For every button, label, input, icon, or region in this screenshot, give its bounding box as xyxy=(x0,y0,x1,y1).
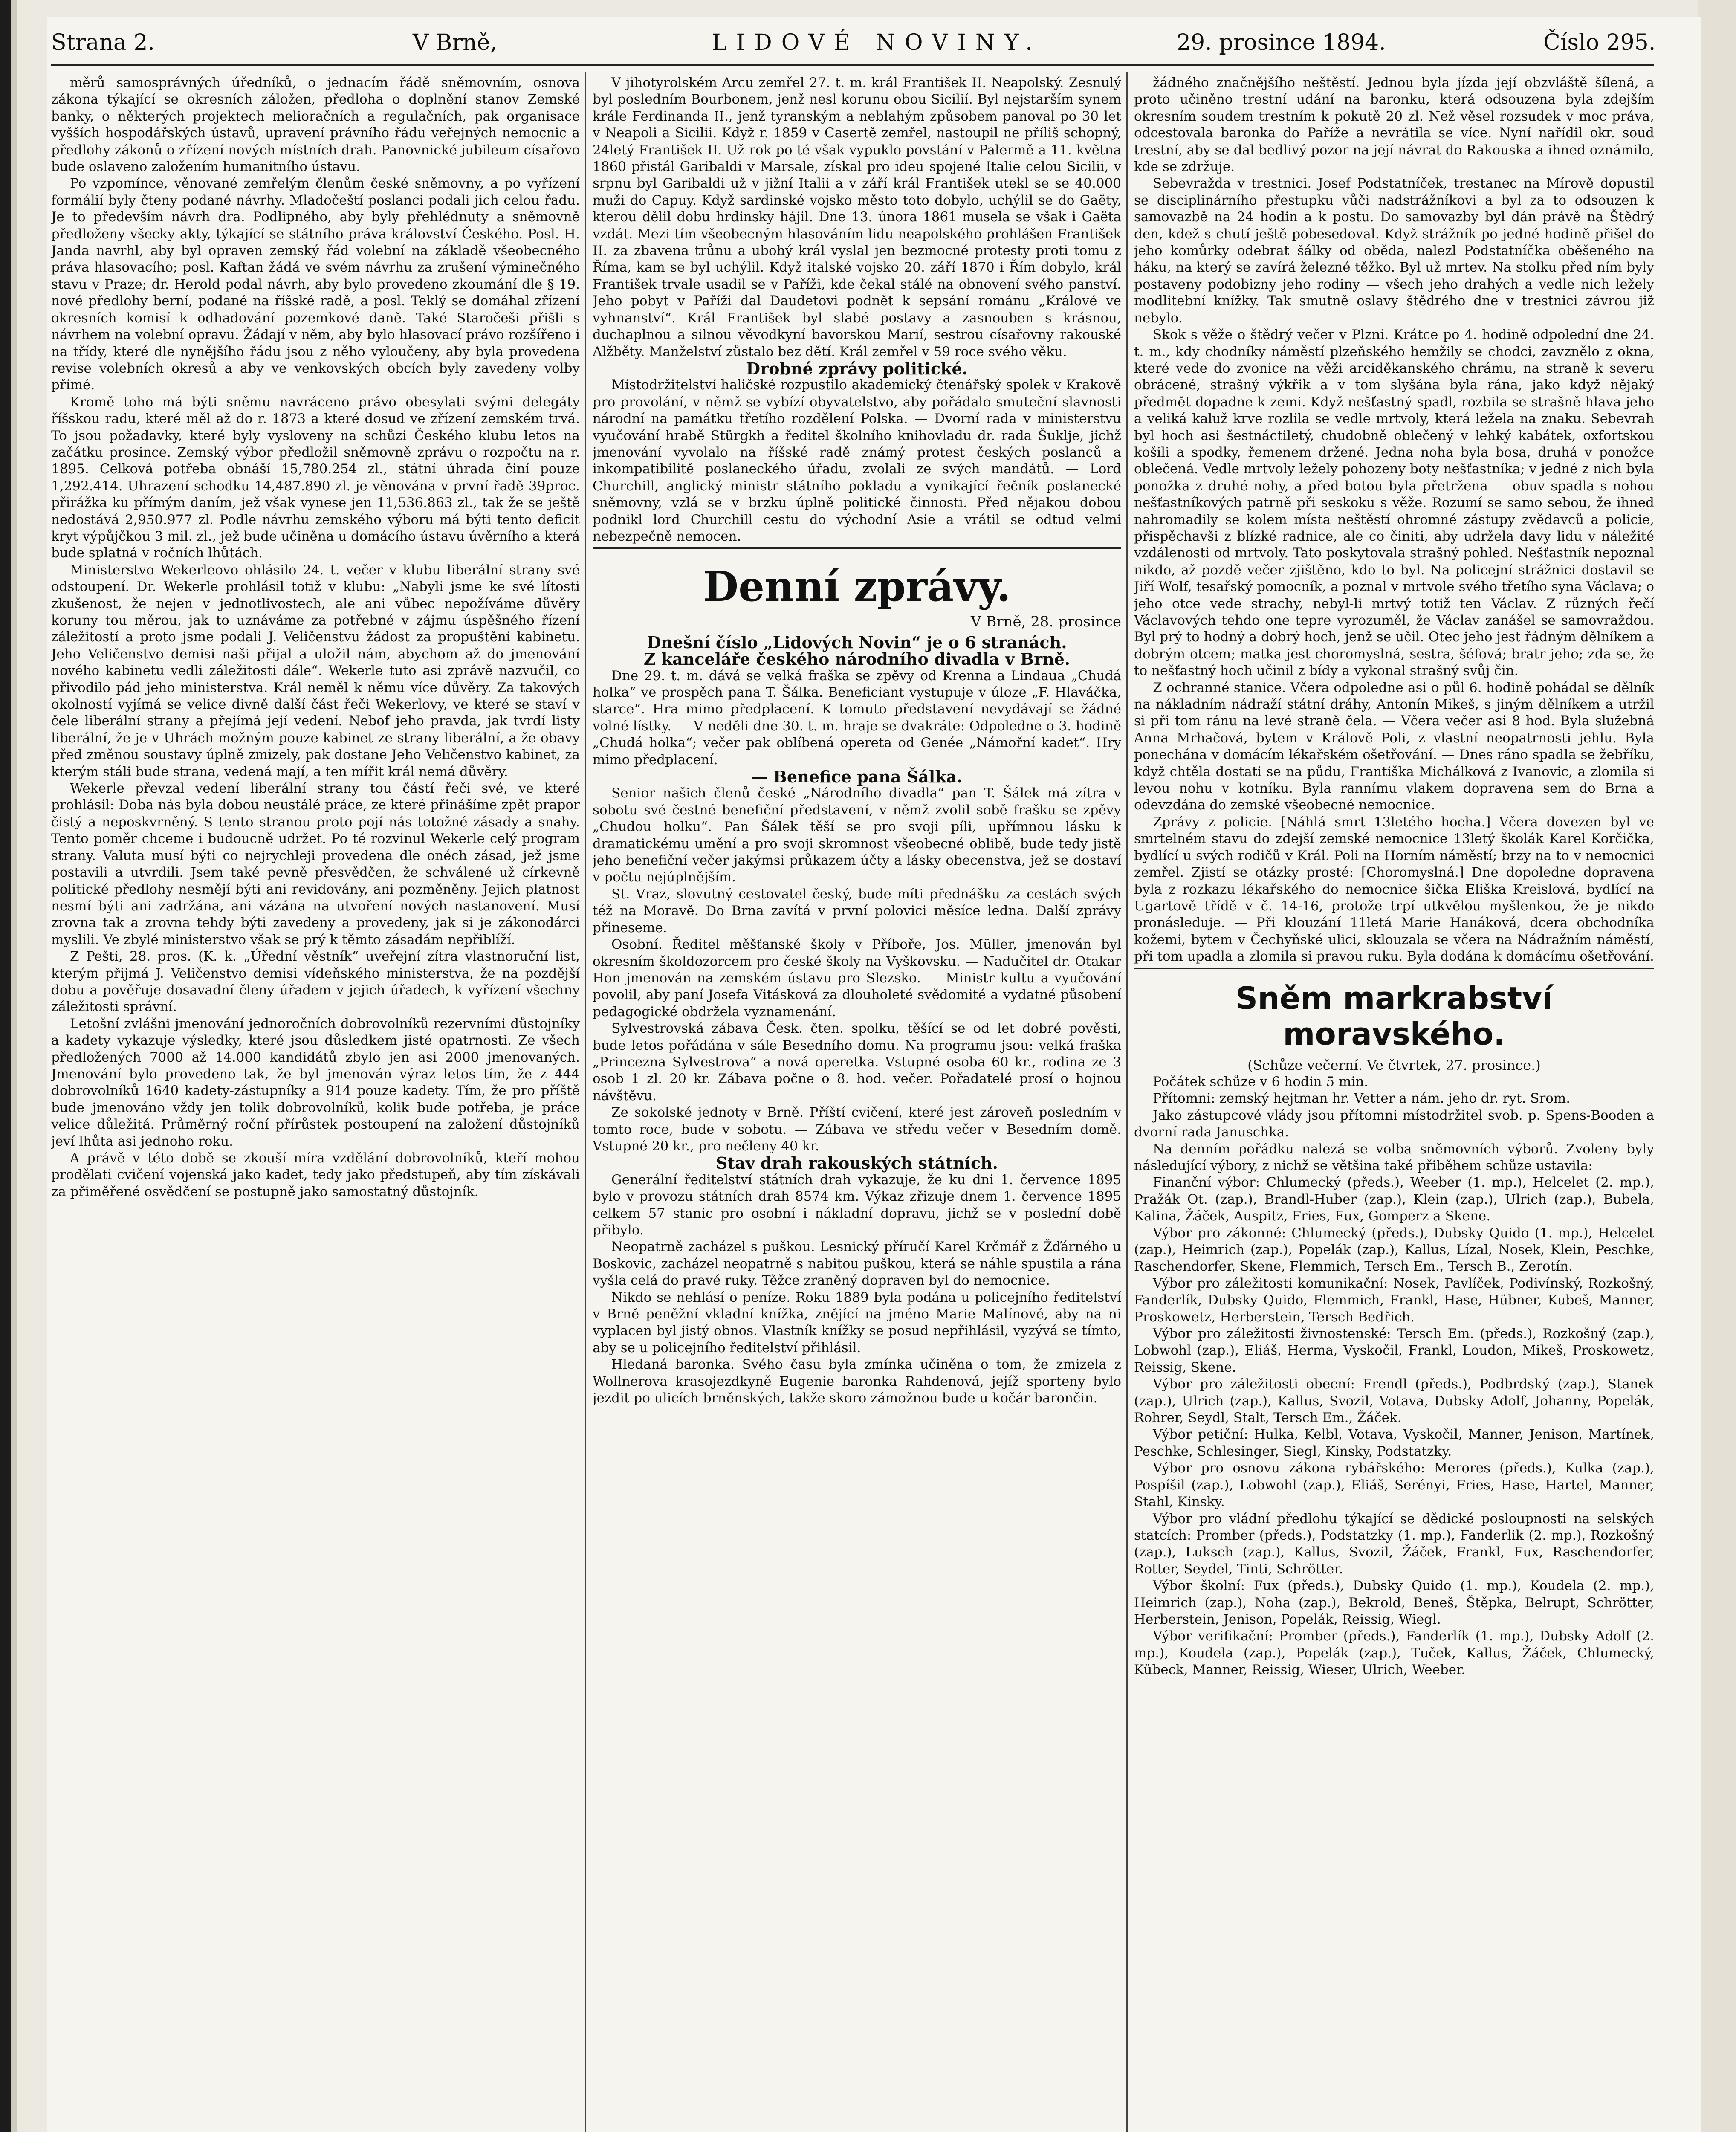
committee-list: Výbor pro vládní předlohu týkající se dědické posloupnosti na selských statcích: Promber (předs.), Podstatzky (1. mp.), Fanderlik (2. mp.), Rozkošný (zap.), Luksch (zap.), Kallus, Svozil, Žáček, Frankl, Fux, Raschendorfer, Rotter, Seydel, Tinti, Schrötter. xyxy=(1134,1511,1654,1577)
article-paragraph: Nikdo se nehlásí o peníze. Roku 1889 byla podána u policejního ředitelství v Brně peněžní vkladní knížka, znějící na jméno Marie Malínové, aby na ni vyplacen byl jistý obnos. Vlastník knížky se posud nepřihlásil, vyzývá se tímto, aby se u policejního ředitelství přihlásil. xyxy=(593,1289,1121,1356)
daily-news-heading: Denní zprávy. xyxy=(703,562,1011,611)
article-paragraph: Počátek schůze v 6 hodin 5 min. xyxy=(1153,1074,1369,1089)
committee-list: Výbor pro záležitosti živnostenské: Tersch Em. (předs.), Rozkošný (zap.), Lobwohl (zap.), Eliáš, Herma, Vyskočil, Frankl, Loudon, Mikeš, Proskowetz, Reissig, Skene. xyxy=(1134,1326,1654,1375)
article-paragraph: žádného značnějšího neštěstí. Jednou byla jízda její obzvláště šílená, a proto učiněno trestní udání na baronku, která odsouzena byla zdejším okresním soudem trestním k pokutě 20 zl. Než věsel rozsudek v moc práva, odcestovala baronka do Paříže a nevrátila se více. Nyní nařídil okr. soud trestní, aby se dal bedlivý pozor na její návrat do Rakouska a ihned oznámilo, kde se zdržuje. xyxy=(1134,75,1654,175)
article-paragraph: Letošní zvlášni jmenování jednoročních dobrovolníků rezervními důstojníky a kadety vykazuje výsledky, které jsou důsledkem jisté opatrnosti. Ze všech předložených 7000 až 14.000 kandidátů zbylo jen asi 2000 jmenovaných. Jmenování bylo provedeno tak, že byl jmenován výraz letos tím, že z 444 dobrovolníků 1640 kadety-zástupníky a 914 pouze kadety. Tím, že pro příště bude jmenováno vždy jen tolik dobrovolníků, kolik bude potřeba, je práce velice důležitá. Průměrný roční přírůstek postoupení na založení důstojníků jeví lhůta asi jednoho roku. xyxy=(51,1016,580,1149)
section-heading: Stav drah rakouských státních. xyxy=(716,1153,998,1173)
article-paragraph: Senior našich členů české „Národního divadla“ pan T. Šálek má zítra v sobotu své čestné benefiční představení, v němž zvolil sobě frašku se zpěvy „Chudou holku“. Pan Šálek těší se pro svoji píli, upřímnou lásku k dramatickému umění a pro svoji skromnost všeobecné oblibě, bude tedy jistě jeho benefiční večer jakýmsi průkazem účty a lásky obecenstva, jež se dostaví v počtu nejúplnějším. xyxy=(593,785,1121,885)
scan-left-margin xyxy=(11,0,17,2132)
article-paragraph: St. Vraz, slovutný cestovatel český, bude míti přednášku za cestách svých též na Moravě. Do Brna zavítá v první polovici měsíce ledna. Další zprávy přineseme. xyxy=(593,886,1121,936)
article-paragraph: Zprávy z policie. [Náhlá smrt 13letého hocha.] Včera dovezen byl ve smrtelném stavu do zdejší zemské nemocnice 13letý školák Karel Korčička, bydlící u svých rodičů v Král. Poli na Horním náměstí; brzy na to v nemocnici zemřel. Zjistí se otázky prosté: [Choromyslná.] Dne dopoledne dopravena byla z rozkazu lékařského do nemocnice šička Eliška Kreislová, bydlící na Ugartově třídě v č. 14-16, protože trpí utkvělou myšlenkou, že je nikdo pronásleduje. — Při klouzání 11letá Marie Hanáková, dcera obchodníka kožemi, bytem v Čechyňské ulici, sklouzala se včera na Nádražním náměstí, při tom upadla a zlomila si pravou ruku. Byla dodána k domácímu ošetřování. xyxy=(1134,814,1654,965)
page-number: Strana 2. xyxy=(51,30,155,55)
section-heading: Z kanceláře českého národního divadla v Brně. xyxy=(643,649,1071,669)
page-header xyxy=(51,26,1654,64)
committee-list: Výbor verifikační: Promber (předs.), Fanderlík (1. mp.), Dubsky Adolf (2. mp.), Koudela (zap.), Popelák (zap.), Tuček, Kallus, Žáček, Chlumecký, Kübeck, Manner, Reissig, Wieser, Ulrich, Weeber. xyxy=(1134,1628,1654,1678)
scan-right-edge xyxy=(1698,0,1736,2132)
column-1 xyxy=(51,75,580,2132)
article-paragraph: Z Pešti, 28. pros. (K. k. „Úřední věstník“ uveřejní zítra vlastnoruční list, kterým přijmá J. Veličenstvo demisi vídeňského ministerstva, že na pozdější dobu a pověřuje dosavadní členy úřadem v jejich úřadech, k vyřízení všechny záležitosti správní. xyxy=(51,949,580,1015)
header-rule xyxy=(51,64,1654,66)
article-paragraph: Hledaná baronka. Svého času byla zmínka učiněna o tom, že zmizela z Wollnerova krasojezdkyně Eugenie baronka Rahdenová, jejíž sporteny bylo jezdit po ulicích brněnských, takže skoro zámožnou bude u kočár barončin. xyxy=(593,1357,1121,1406)
article-paragraph: Po vzpomínce, věnované zemřelým členům české sněmovny, a po vyřízení formálií byly čteny podané návrhy. Mladočeští poslanci podali jich celou řadu. Je to především návrh dra. Podlipného, aby byly přehlédnuty a sněmovně předloženy všecky akty, týkající se státního práva království Českého. Posl. H. Janda navrhl, aby byl opraven zemský řád volební na základě všeobecného práva hlasovacího; posl. Kaftan žádá ve svém návrhu za zrušení výminečného stavu v Praze; dr. Herold podal návrh, aby bylo provedeno zkoumání dle § 19. nové předlohy berní, podané na říšské radě, a posl. Teklý se domáhal zřízení okresních komisí k odhadování pozemkové daně. Také Staročeši přišli s návrhem na volební opravu. Žádají v něm, aby bylo hlasovací právo rozšířeno i na třídy, které dle nynějšího řádu jsou z něho vyloučeny, aby byla provedena revise volebních okresů a aby ve venkovských obcích byly zavedeny volby přímé. xyxy=(51,176,580,393)
scan-left-edge xyxy=(0,0,11,2132)
dateline: V Brně, 28. prosince xyxy=(971,613,1121,631)
city-label: V Brně, xyxy=(413,30,497,55)
committee-list: Finanční výbor: Chlumecký (předs.), Weeber (1. mp.), Helcelet (2. mp.), Pražák Ot. (zap.), Brandl-Huber (zap.), Klein (zap.), Ulrich (zap.), Bubela, Kalina, Žáček, Auspitz, Fries, Fux, Gomperz a Skene. xyxy=(1134,1175,1654,1224)
section-rule xyxy=(593,547,1121,549)
article-paragraph: Wekerle převzal vedení liberální strany tou částí řeči své, ve které prohlásil: Doba nás byla dobou neustálé práce, ze které přinášíme zpět prapor čistý a neposkvrněný. S tento stranou proto pojí nás totožné zásady a snahy. Tento poměr chceme i budoucně udržet. Po té rozvinul Wekerle celý program strany. Valuta musí býti co nejrychleji provedena dle onéch zásad, jež jsme postavili a utvrdili. Jsem také pevně přesvědčen, že schválené už církevně politické předlohy nesmějí býti ani revidovány, ani pozměněny. Jejich platnost nesmí býti ani zadržána, ani vázána na utvoření nových nastanovení. Musí zrovna tak a zrovna tehdy býti zavedeny a provedeny, jak si je zákonodárci myslili. Ve zbylé ministerstvo však se prý k těmto zásadám nepřiblíží. xyxy=(51,781,580,947)
article-paragraph: Z ochranné stanice. Včera odpoledne asi o půl 6. hodině pohádal se dělník na nákladním nádraží státní dráhy, Antonín Mikeš, s jiným dělníkem a utržil si při tom ránu na levé straně čela. — Včera večer asi 8 hod. Byla služebná Anna Mrhačová, bytem v Králově Poli, z vlastní neopatrnosti jehlu. Byla ponechána v domácím lékařském ošetřování. — Dnes ráno spadla se žebříku, když chtěla dostati se na půdu, Františka Michálková z Ivanovic, a zlomila si levou nohu v kotníku. Byla rannímu vlakem dopravena sem do Brna a odevzdána do zemské všeobecné nemocnice. xyxy=(1134,680,1654,813)
article-paragraph: V jihotyrolském Arcu zemřel 27. t. m. král František II. Neapolský. Zesnulý byl posledním Bourbonem, jenž nesl korunu obou Sicilií. Byl nejstarším synem krále Ferdinanda II., jenž tyranským a neblahým způsobem panoval po 30 let v Neapoli a Sicilii. Když r. 1859 v Casertě zemřel, nastoupil ne příliš schopný, 24letý František II. Už rok po té však vypuklo povstání v Palermě a 11. května 1860 přistál Garibaldi v Marsale, získal pro ideu spojené Italie celou Sicilii, v srpnu byl Garibaldi už v jižní Italii a v září král František utekl se se 40.000 muži do Capuy. Když sardinské vojsko město toto dobylo, uchýlil se do Gaëty, kterou dělil dobu hrdinsky hájil. Dne 13. února 1861 musela se však i Gaëta vzdát. Mezi tím všeobecným hlasováním lidu neapolského prohlášen František II. za zbavena trůnu a ubohý král vyslal jen bezmocné protesty proti tomu z Říma, kam se byl uchýlil. Když italské vojsko 20. září 1870 i Řím dobylo, král František trvale usadil se v Paříži, kde čekal stálé na obnovení svého panství. Jeho pobyt v Paříži dal Daudetovi podnět k sepsání románu „Králové ve vyhnanství“. Král František byl slabé postavy a zasnouben s krásnou, duchaplnou a silnou věvodkyní bavorskou Marií, sestrou císařovny rakouské Alžběty. Manželství zůstalo bez dětí. Král zemřel v 59 roce svého věku. xyxy=(593,75,1121,359)
article-paragraph: Ministerstvo Wekerleovo ohlásilo 24. t. večer v klubu liberální strany své odstoupení. Dr. Wekerle prohlásil totiž v klubu: „Nabyli jsme ke své lítosti zkušenost, že nejen v jednotlivostech, ale ani vůbec nepožíváme důvěry koruny tou měrou, jak to uznáváme za potřebné v zájmu úspěšného řízení záležitostí a proto jsme podali J. Veličenstvu žádost za propuštění kabinetu. Jeho Veličenstvo demisi naši přijal a uložil nám, abychom až do jmenování nového kabinetu vedli záležitosti dále“. Wekerle tuto asi zprávě nazvučil, co přivodilo pád jeho ministerstva. Král neměl k němu více důvěry. Za takových okolností vyjímá se velice divně další část řeči Wekerlovy, ve které se staví v čele liberální strany a přejímá její vedení. Nebof jeho pravda, jak tvrdí listy liberální, že je v Uhrách možným pouze kabinet ze strany liberální, a že obavy před změnou soustavy úplně zmizely, pak dostane Jeho Veličenstvo kabinet, za kterým stáli bude strana, vedená mají, a ten mířit král nemá důvěry. xyxy=(51,562,580,779)
masthead-title: LIDOVÉ NOVINY. xyxy=(712,30,1042,55)
article-paragraph: A právě v této době se zkouší míra vzdělání dobrovolníků, kteří mohou prodělati cvičení vojenská jako kadet, tedy jako předstupeň, aby tím získávali za přiměřené osvědčení se postupně jako samostatný důstojník. xyxy=(51,1150,580,1199)
article-paragraph: Generální ředitelství státních drah vykazuje, že ku dni 1. července 1895 bylo v provozu státních drah 8574 km. Výkaz zřizuje dnem 1. července 1895 celkem 57 stanic pro osobní i nákladní dopravu, jichž se v poslední době přibylo. xyxy=(593,1172,1121,1238)
article-paragraph: Místodržitelství haličské rozpustilo akademický čtenářský spolek v Krakově pro provolání, v němž se vybízí obyvatelstvo, aby pořádalo smuteční slavnosti národní na památku třetího rozdělení Polska. — Dvorní rada v ministerstvu vyučování hrabě Stürgkh a ředitel školního knihovladu dr. rada Šuklje, jichž jmenování vyvolalo na říšské radě známý protest českých poslanců a inkompatibilitě poslaneckého úřadu, zvolali ze svých mandátů. — Lord Churchill, anglický ministr státního pokladu a vynikající řečník poslanecké sněmovny, vzlá se v brzku úplně politické činnosti. Před nějakou dobou podnikl lord Churchill cestu do východní Asie a vrátil se odtud velmi nebezpečně nemocen. xyxy=(593,377,1121,544)
committee-list: Výbor pro osnovu zákona rybářského: Merores (předs.), Kulka (zap.), Pospíšil (zap.), Lobwohl (zap.), Eliáš, Serényi, Fries, Hase, Hartel, Manner, Stahl, Kinsky. xyxy=(1134,1460,1654,1510)
issue-date: 29. prosince 1894. xyxy=(1177,30,1386,55)
column-3 xyxy=(1134,75,1654,2132)
committee-list: Výbor pro záležitosti obecní: Frendl (předs.), Podbrdský (zap.), Stanek (zap.), Ulrich (zap.), Kallus, Svozil, Votava, Dubsky Adolf, Johanny, Popelák, Rohrer, Seydl, Stalt, Tersch Em., Žáček. xyxy=(1134,1376,1654,1426)
column-divider xyxy=(1126,72,1128,2132)
section-rule xyxy=(1134,968,1654,969)
article-paragraph: Sebevražda v trestnici. Josef Podstatníček, trestanec na Mírově dopustil se disciplinárního přestupku vůči nadstrážníkovi a byl za to odsouzen k samovazbě na 24 hodin a k postu. Do samovazby byl dán právě na Štědrý den, kdež s chutí ještě pobesedoval. Když strážník po jedné hodině přišel do jeho komůrky odebrat šálky od oběda, nalezl Podstatníčka oběšeného na háku, na který se zavírá železné těžko. Byl už mrtev. Na stolku před ním byly postaveny podobizny jeho rodiny — všech jeho drahých a vedle nich ležely modlitební knížky. Tak smutně oslavy štědrého dne v trestnici závrou již nebylo. xyxy=(1134,176,1654,326)
issue-number: Číslo 295. xyxy=(1543,30,1656,55)
section-heading: — Benefice pana Šálka. xyxy=(751,767,963,787)
section-heading: Dnešní číslo „Lidových Novin“ je o 6 stranách. xyxy=(647,632,1067,652)
article-paragraph: měrů samosprávných úředníků, o jednacím řádě sněmovním, osnova zákona týkající se okresních záložen, předloha o doplnění stanov Zemské banky, o některých projektech melioračních a regulačních, pak organisace vyšších hospodářských ústavů, upravení právního řádu veřejných nemocnic a předlohy zákonů o zřízení nových místních drah. Panovnické jubileum císařovo bude oslaveno založením humanitního ústavu. xyxy=(51,75,580,175)
diet-heading: Sněm markrabství moravského. xyxy=(1235,980,1553,1052)
article-paragraph: Přítomni: zemský hejtman hr. Vetter a nám. jeho dr. ryt. Srom. xyxy=(1153,1091,1571,1107)
section-heading: Drobné zprávy politické. xyxy=(746,359,968,378)
column-divider xyxy=(585,72,586,2132)
article-paragraph: Osobní. Ředitel měšťanské školy v Příboře, Jos. Müller, jmenován byl okresním školdozorcem pro české školy na Vyškovsku. — Nadučitel dr. Otakar Hon jmenován na zemském ústavu pro Slezsko. — Ministr kultu a vyučování povolil, aby paní Josefa Vitásková za dlouholeté svědomité a vydatné působení pedagogické obdržela vyznamenání. xyxy=(593,937,1121,1020)
column-2 xyxy=(593,75,1121,2132)
article-paragraph: Kromě toho má býti sněmu navráceno právo obesylati svými delegáty říšskou radu, které měl až do r. 1873 a které dosud ve zřízení zemském trvá. To jsou požadavky, které byly vysloveny na schůzi Českého klubu letos na začátku prosince. Zemský výbor předložil sněmovně zprávu o rozpočtu na r. 1895. Celková potřeba obnáší 15,780.254 zl., státní úhrada činí pouze 1,292.414. Uhrazení schodku 14,487.890 zl. je věnována v první řadě 39proc. přirážka ku přímým daním, jež však vynese jen 11,536.863 zl., tak že se ještě nedostává 2,950.977 zl. Podle návrhu zemského výboru má býti tento deficit kryt výpůjčkou 3 mil. zl., jež bude učiněna u domácího ústavu úvěrního a která bude splatná v ročních lhůtách. xyxy=(51,394,580,561)
article-paragraph: Neopatrně zacházel s puškou. Lesnický příručí Karel Krčmář z Žďárného u Boskovic, zacházel neopatrně s nabitou puškou, která se náhle spustila a rána vyšla celá do pravé ruky. Těžce zraněný dopraven byl do nemocnice. xyxy=(593,1239,1121,1289)
article-paragraph: Ze sokolské jednoty v Brně. Příští cvičení, které jest zároveň posledním v tomto roce, bude v sobotu. — Zábava ve středu večer v Besedním domě. Vstupné 20 kr., pro nečleny 40 kr. xyxy=(593,1105,1121,1154)
committee-list: Výbor školní: Fux (předs.), Dubsky Quido (1. mp.), Koudela (2. mp.), Heimrich (zap.), Noha (zap.), Bekrold, Beneš, Štěpka, Belrupt, Schrötter, Herberstein, Jenison, Popelák, Reissig, Wiegl. xyxy=(1134,1578,1654,1627)
committee-list: Výbor pro záležitosti komunikační: Nosek, Pavlíček, Podivínský, Rozkošný, Fanderlík, Dubsky Quido, Flemmich, Frankl, Hase, Hübner, Kubeš, Manner, Proskowetz, Herberstein, Tersch Bedřich. xyxy=(1134,1275,1654,1325)
committee-list: Výbor pro zákonné: Chlumecký (předs.), Dubsky Quido (1. mp.), Helcelet (zap.), Heimrich (zap.), Popelák (zap.), Kallus, Lízal, Nosek, Klein, Peschke, Raschendorfer, Skene, Flemmich, Tersch Em., Tersch B., Zerotín. xyxy=(1134,1225,1654,1275)
article-paragraph: Na denním pořádku nalezá se volba sněmovních výborů. Zvoleny byly následující výbory, z nichž se většina také přiběhem schůze ustavila: xyxy=(1134,1141,1654,1173)
session-subheading: (Schůze večerní. Ve čtvrtek, 27. prosince.) xyxy=(1247,1057,1541,1073)
article-paragraph: Jako zástupcové vlády jsou přítomni místodržitel svob. p. Spens-Booden a dvorní rada Januschka. xyxy=(1134,1107,1654,1140)
committee-list: Výbor petiční: Hulka, Kelbl, Votava, Vyskočil, Manner, Jenison, Martínek, Peschke, Schlesinger, Siegl, Kinsky, Podstatzky. xyxy=(1134,1427,1654,1459)
article-paragraph: Dne 29. t. m. dává se velká fraška se zpěvy od Krenna a Lindaua „Chudá holka“ ve prospěch pana T. Šálka. Beneficiant vystupuje v úloze „F. Hlaváčka, starce“. Hra mimo předplacení. K tomuto představení nevydávají se žádné volné lístky. — V neděli dne 30. t. m. hraje se dvakráte: Odpoledne o 3. hodině „Chudá holka“; večer pak oblíbená opereta od Genée „Námořní kadet“. Hry mimo předplacení. xyxy=(593,668,1121,768)
article-paragraph: Sylvestrovská zábava Česk. čten. spolku, těšící se od let dobré pověsti, bude letos pořádána v sále Besedního domu. Na programu jsou: velká fraška „Princezna Sylvestrova“ a nová operetka. Vstupné osoba 60 kr., rodina ze 3 osob 1 zl. 20 kr. Zábava počne o 8. hod. večer. Pořadatelé prosí o hojnou návštěvu. xyxy=(593,1021,1121,1104)
article-paragraph: Skok s věže o štědrý večer v Plzni. Krátce po 4. hodině odpolední dne 24. t. m., kdy chodníky náměstí plzeňského hemžily se chodci, zavznělo z okna, které vede do zvonice na věži arciděkanského chrámu, na straně k severu obrácené, strašný výkřik a v tom slyšána byla rána, jako když nějaký předmět dopadne k zemi. Když nešťastný spadl, rozbila se strašně hlava jeho a veliká kaluž krve rozlila se vedle mrtvoly, která ležela na znaku. Sebevrah byl hoch asi šestnáctiletý, chudobně oblečený v lehký kabátek, oxfortskou košili a spodky, řemenem držené. Jedna noha byla bosa, druhá v ponožce oblečená. Vedle mrtvoly ležely pohozeny boty nešťastníka; v jedné z nich byla ponožka z druhé nohy, a před botou byla přetržena — obuv spadla s nohou nešťastníkových patrně při seskoku s věže. Rozumí se samo sebou, že ihned nahromadily se kolem místa neštěstí ohromné zástupy zvědavců a policie, přispěchavši z blízké radnice, ale co činiti, aby udržela davy lidu v náležité vzdálenosti od mrtvoly. Tato poskytovala strašný pohled. Nešťastník nepoznal nikdo, až pozdě večer zjištěno, kdo to byl. Na policejní strážnici dostavil se Jiří Wolf, tesařský pomocník, a poznal v mrtvole svého třetího syna Václava; o jeho otce vede strachy, nebyl-li mrtvý totiž ten Václav. Z různých řečí Václavových tehdo one tepre vyrozuměl, že Václav zanášel se samovraždou. Byl prý to hodný a dobrý hoch, jenž se učil. Otec jeho jest řádným dělníkem a dobrým otcem; matka jest choromyslná, sestra, šéfová; bratr jeho; zda se, že to nešťastný hoch učinil z bídy a vykonal strašný svůj čin. xyxy=(1134,327,1654,679)
